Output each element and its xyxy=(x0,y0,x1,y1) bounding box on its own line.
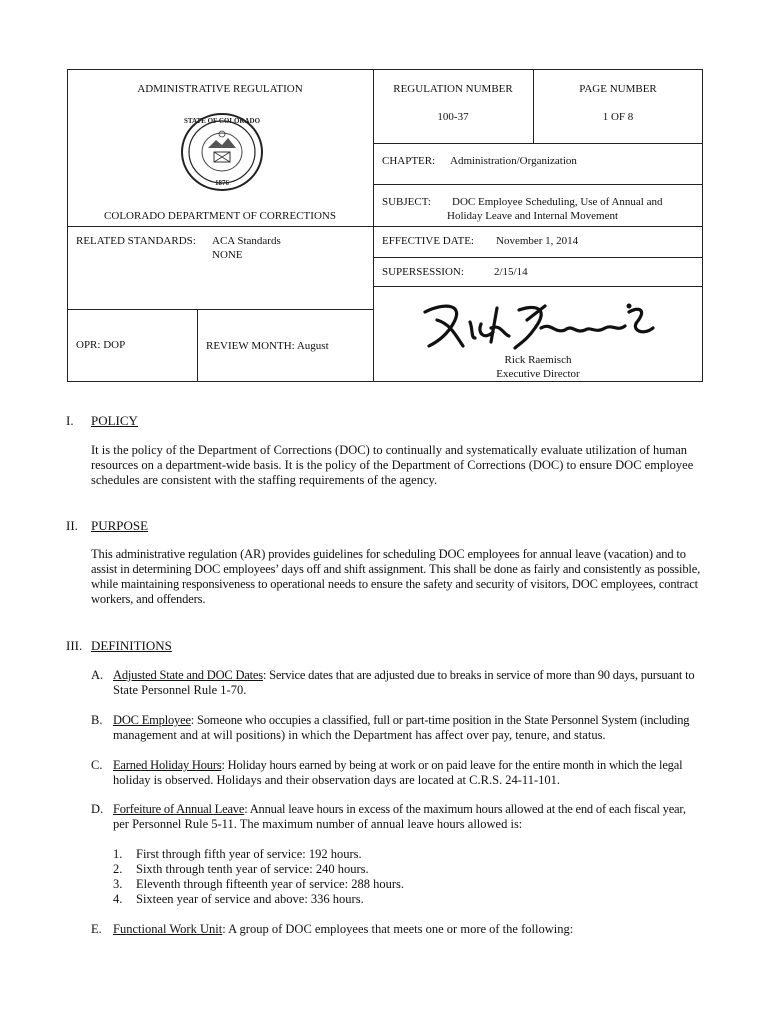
chapter-label: CHAPTER: xyxy=(382,155,436,167)
regulation-number: 100-37 xyxy=(437,111,469,123)
annual-leave-list-num: 2. xyxy=(113,862,123,876)
annual-leave-list-item: First through fifth year of service: 192 hours. xyxy=(136,847,362,861)
opr-label: OPR: DOP xyxy=(76,339,126,351)
state-seal xyxy=(178,112,266,192)
related-standards-value-1: ACA Standards xyxy=(212,235,281,247)
purpose-paragraph xyxy=(91,547,703,607)
related-standards-label: RELATED STANDARDS: xyxy=(76,235,196,247)
divider-right-row4 xyxy=(373,257,703,258)
policy-heading: POLICY xyxy=(91,413,138,428)
divider-opr-review xyxy=(197,309,198,382)
definition-d-text: : Annual leave hours in excess of the maximum hours allowed at the end of each fiscal year, xyxy=(244,802,686,816)
definition-c-text: : Holiday hours earned by being at work or on paid leave for the entire month in which the legal xyxy=(221,758,683,772)
purpose-numeral: II. xyxy=(66,518,78,533)
definition-a-line-1 xyxy=(113,668,694,683)
definitions-heading: DEFINITIONS xyxy=(91,638,172,653)
definition-d-line-2: per Personnel Rule 5-11. The maximum number of annual leave hours allowed is: xyxy=(113,817,523,831)
definition-c-term: Earned Holiday Hours xyxy=(113,758,222,772)
divider-reg-page xyxy=(533,69,534,143)
purpose-line: This administrative regulation (AR) provides guidelines for scheduling DOC employees for annual leave (vacation) and to xyxy=(91,547,686,561)
definition-b-text: : Someone who occupies a classified, full or part-time position in the State Personnel System (including xyxy=(190,713,690,727)
supersession-value: 2/15/14 xyxy=(494,266,528,278)
signer-title: Executive Director xyxy=(496,368,580,380)
regulation-type-title: ADMINISTRATIVE REGULATION xyxy=(137,83,303,95)
divider-row3 xyxy=(67,226,703,227)
annual-leave-list-num: 3. xyxy=(113,877,123,891)
purpose-heading: PURPOSE xyxy=(91,518,149,533)
divider-left-row4 xyxy=(67,309,373,310)
purpose-line: while maintaining responsiveness to operational needs to ensure the safety and security of visitors, DOC employees, contract xyxy=(91,577,698,591)
definition-a-letter: A. xyxy=(91,668,104,682)
definition-e-letter: E. xyxy=(91,922,102,936)
definition-d-letter: D. xyxy=(91,802,104,816)
seal-year: 1876 xyxy=(215,179,229,187)
definition-b-letter: B. xyxy=(91,713,103,727)
definition-b-line-1 xyxy=(113,713,689,728)
divider-right-row5 xyxy=(373,286,703,287)
definition-c-line-2: holiday is observed. Holidays and their observation days are located at C.R.S. 24-11-101. xyxy=(113,773,561,787)
effective-date-value: November 1, 2014 xyxy=(496,235,579,247)
definition-e-text: : A group of DOC employees that meets one or more of the following: xyxy=(222,922,574,936)
policy-line: resources on a department-wide basis. It is the policy of the Department of Corrections (DOC) to ensure DOC employee xyxy=(91,458,694,472)
seal-text: STATE OF COLORADO xyxy=(183,117,261,125)
department-name: COLORADO DEPARTMENT OF CORRECTIONS xyxy=(104,210,336,222)
subject-line-1: DOC Employee Scheduling, Use of Annual and xyxy=(452,196,663,208)
policy-numeral: I. xyxy=(66,413,74,428)
definition-c-letter: C. xyxy=(91,758,103,772)
definition-c-line-1 xyxy=(113,758,682,773)
definition-e-line-1 xyxy=(113,922,573,937)
definition-e-term: Functional Work Unit xyxy=(113,922,223,936)
page-number: 1 OF 8 xyxy=(602,111,634,123)
effective-date-label: EFFECTIVE DATE: xyxy=(382,235,474,247)
definition-d-term: Forfeiture of Annual Leave xyxy=(113,802,245,816)
annual-leave-list-item: Eleventh through fifteenth year of service: 288 hours. xyxy=(136,877,404,891)
annual-leave-list-num: 4. xyxy=(113,892,123,906)
definition-a-text: : Service dates that are adjusted due to breaks in service of more than 90 days, pursuant to xyxy=(262,668,695,682)
purpose-line: workers, and offenders. xyxy=(91,592,206,606)
review-month: REVIEW MONTH: August xyxy=(206,340,329,352)
chapter-value: Administration/Organization xyxy=(450,155,577,167)
annual-leave-list-item: Sixteen year of service and above: 336 hours. xyxy=(136,892,364,906)
subject-label: SUBJECT: xyxy=(382,196,431,208)
supersession-label: SUPERSESSION: xyxy=(382,266,464,278)
page-number-label: PAGE NUMBER xyxy=(579,83,657,95)
definition-a-line-2: State Personnel Rule 1-70. xyxy=(113,683,247,697)
signature-image xyxy=(415,294,665,354)
annual-leave-list-item: Sixth through tenth year of service: 240 hours. xyxy=(136,862,369,876)
definition-d-line-1 xyxy=(113,802,686,817)
subject-line-2: Holiday Leave and Internal Movement xyxy=(447,210,619,222)
annual-leave-list-num: 1. xyxy=(113,847,123,861)
divider-right-row2 xyxy=(373,184,703,185)
policy-paragraph xyxy=(91,443,703,488)
definition-b-line-2: management and at will positions) in which the Department has affect over pay, tenure, and status. xyxy=(113,728,606,742)
signer-name: Rick Raemisch xyxy=(504,354,572,366)
policy-line: It is the policy of the Department of Corrections (DOC) to continually and systematically evaluate utilization of human xyxy=(91,443,688,457)
related-standards-value-2: NONE xyxy=(212,249,243,261)
policy-line: schedules are consistent with the staffing requirements of the agency. xyxy=(91,473,438,487)
definitions-numeral: III. xyxy=(66,638,83,653)
definition-a-term: Adjusted State and DOC Dates xyxy=(113,668,263,682)
definition-b-term: DOC Employee xyxy=(113,713,191,727)
regulation-number-label: REGULATION NUMBER xyxy=(393,83,513,95)
divider-right-row1 xyxy=(373,143,703,144)
purpose-line: assist in determining DOC employees’ days off and shift assignment. This shall be done as fairly and consistently as possible, xyxy=(91,562,701,576)
